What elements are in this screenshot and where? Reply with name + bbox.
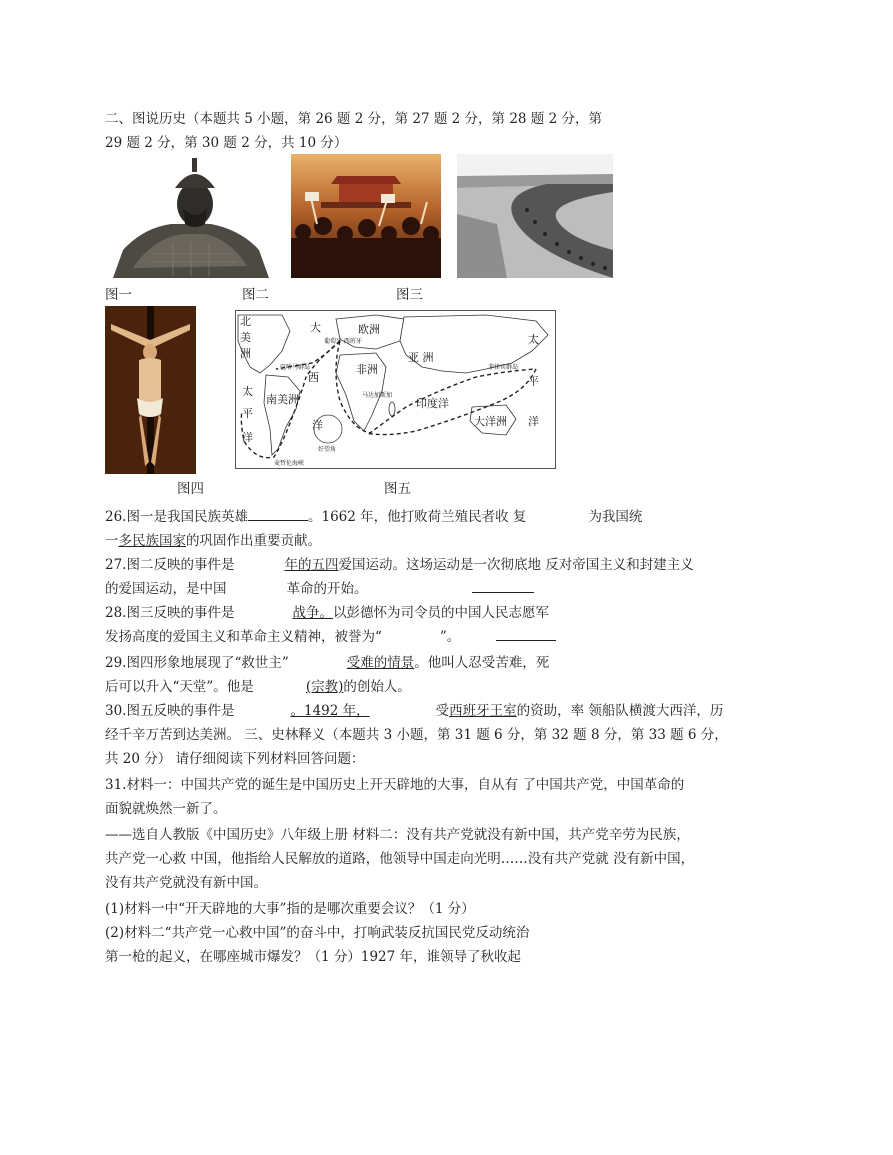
answer-blank[interactable] bbox=[496, 628, 556, 641]
figure-4-caption: 图四 bbox=[177, 481, 204, 497]
map-label-atlantic-2: 西 bbox=[308, 371, 319, 384]
map-label-pacific-right-1: 太 bbox=[528, 333, 539, 346]
question-31-line6: (1)材料一中“开天辟地的大事”指的是哪次重要会议？（1 分） bbox=[105, 901, 475, 917]
question-26-line1: 26.图一是我国民族英雄 。1662 年，他打败荷兰殖民者收 复 为我国统 bbox=[105, 509, 643, 525]
map-label-pacific-left-2: 平 bbox=[242, 407, 253, 420]
figure-4-painting-image bbox=[105, 306, 196, 474]
map-label-north-america-3: 洲 bbox=[240, 347, 251, 360]
section-heading-line2: 29 题 2 分，第 30 题 2 分，共 10 分） bbox=[105, 135, 348, 151]
map-label-magellan: 麦哲伦海峡 bbox=[274, 460, 305, 467]
question-31-line3: ——选自人教版《中国历史》八年级上册 材料二：没有共产党就没有新中国，共产党辛劳为民族， bbox=[105, 827, 690, 843]
map-label-oceania: 大洋洲 bbox=[474, 415, 507, 428]
question-29-line2: 后可以升入“天堂”。他是 (宗教)的创始人。 bbox=[105, 679, 411, 695]
map-label-spain: 葡萄牙 西班牙 bbox=[324, 338, 362, 345]
map-label-madagascar: 马达加斯加 bbox=[362, 392, 393, 399]
question-31-line1: 31.材料一：中国共产党的诞生是中国历史上开天辟地的大事，自从有 了中国共产党，中国革命的 bbox=[105, 777, 685, 793]
map-label-north-america-1: 北 bbox=[240, 315, 251, 328]
question-31-line2: 面貌就焕然一新了。 bbox=[105, 801, 227, 817]
figure-3-caption: 图三 bbox=[396, 287, 423, 303]
map-label-atlantic-1: 大 bbox=[310, 321, 321, 334]
question-31-line4: 共产党一心救 中国，他指给人民解放的道路，他领导中国走向光明……没有共产党就 没有新中国， bbox=[105, 851, 695, 867]
question-30-line2: 经千辛万苦到达美洲。 三、史林释义（本题共 3 小题，第 31 题 6 分，第 32 题 8 分，第 33 题 6 分， bbox=[105, 727, 728, 743]
map-label-africa: 非洲 bbox=[356, 363, 378, 376]
question-30-line3: 共 20 分） 请仔细阅读下列材料回答问题： bbox=[105, 751, 365, 767]
figure-2-crowd-image bbox=[291, 154, 441, 278]
map-label-philippines: 菲律宾群岛 bbox=[488, 364, 519, 371]
question-28-line2: 发扬高度的爱国主义和革命主义精神，被誉为“ ”。 bbox=[105, 628, 556, 646]
question-27-line1: 27.图二反映的事件是 年的五四爱国运动。这场运动是一次彻底地 反对帝国主义和封建主义 bbox=[105, 557, 694, 573]
map-label-pacific-right-3: 洋 bbox=[528, 415, 539, 428]
map-label-north-america-2: 美 bbox=[240, 331, 251, 344]
question-28-line1: 28.图三反映的事件是 战争。以彭德怀为司令员的中国人民志愿军 bbox=[105, 605, 549, 621]
answer-blank[interactable] bbox=[472, 580, 534, 593]
map-label-pacific-left-1: 太 bbox=[242, 385, 253, 398]
question-30-line1: 30.图五反映的事件是 。1492 年， 受西班牙王室的资助，率 领船队横渡大西洋，历 bbox=[105, 703, 724, 719]
question-31-line5: 没有共产党就没有新中国。 bbox=[105, 875, 267, 891]
question-31-line8: 第一枪的起义，在哪座城市爆发？（1 分）1927 年，谁领导了秋收起 bbox=[105, 949, 522, 965]
question-27-line2: 的爱国运动，是中国 革命的开始。 bbox=[105, 580, 534, 598]
figure-3-river-crossing-image bbox=[457, 154, 613, 278]
figure-1-statue-image bbox=[113, 158, 269, 278]
map-label-asia: 亚 洲 bbox=[408, 351, 434, 364]
question-31-line7: (2)材料二“共产党一心救中国”的奋斗中，打响武装反抗国民党反动统治 bbox=[105, 925, 530, 941]
map-label-atlantic-3: 洋 bbox=[312, 419, 323, 432]
map-label-good-hope: 好望角 bbox=[318, 446, 337, 453]
question-29-line1: 29.图四形象地展现了“救世主” 受难的情景。他叫人忍受苦难，死 bbox=[105, 655, 550, 671]
figure-2-caption: 图二 bbox=[242, 287, 269, 303]
section-heading-line1: 二、图说历史（本题共 5 小题，第 26 题 2 分，第 27 题 2 分，第 28 题 2 分，第 bbox=[105, 111, 602, 127]
map-label-bahamas: 巴哈马群岛 bbox=[280, 364, 311, 371]
answer-blank[interactable] bbox=[248, 508, 308, 521]
figure-1-caption: 图一 bbox=[105, 287, 132, 303]
map-label-south-america: 南美洲 bbox=[266, 393, 299, 406]
question-26-line2: 一多民族国家的巩固作出重要贡献。 bbox=[105, 533, 321, 549]
figure-5-caption: 图五 bbox=[384, 481, 411, 497]
map-label-pacific-left-3: 洋 bbox=[242, 431, 253, 444]
map-label-indian-ocean: 印度洋 bbox=[416, 397, 449, 410]
figure-5-voyage-map bbox=[235, 310, 556, 469]
map-label-pacific-right-2: 平 bbox=[528, 375, 539, 388]
map-label-europe: 欧洲 bbox=[358, 323, 380, 336]
